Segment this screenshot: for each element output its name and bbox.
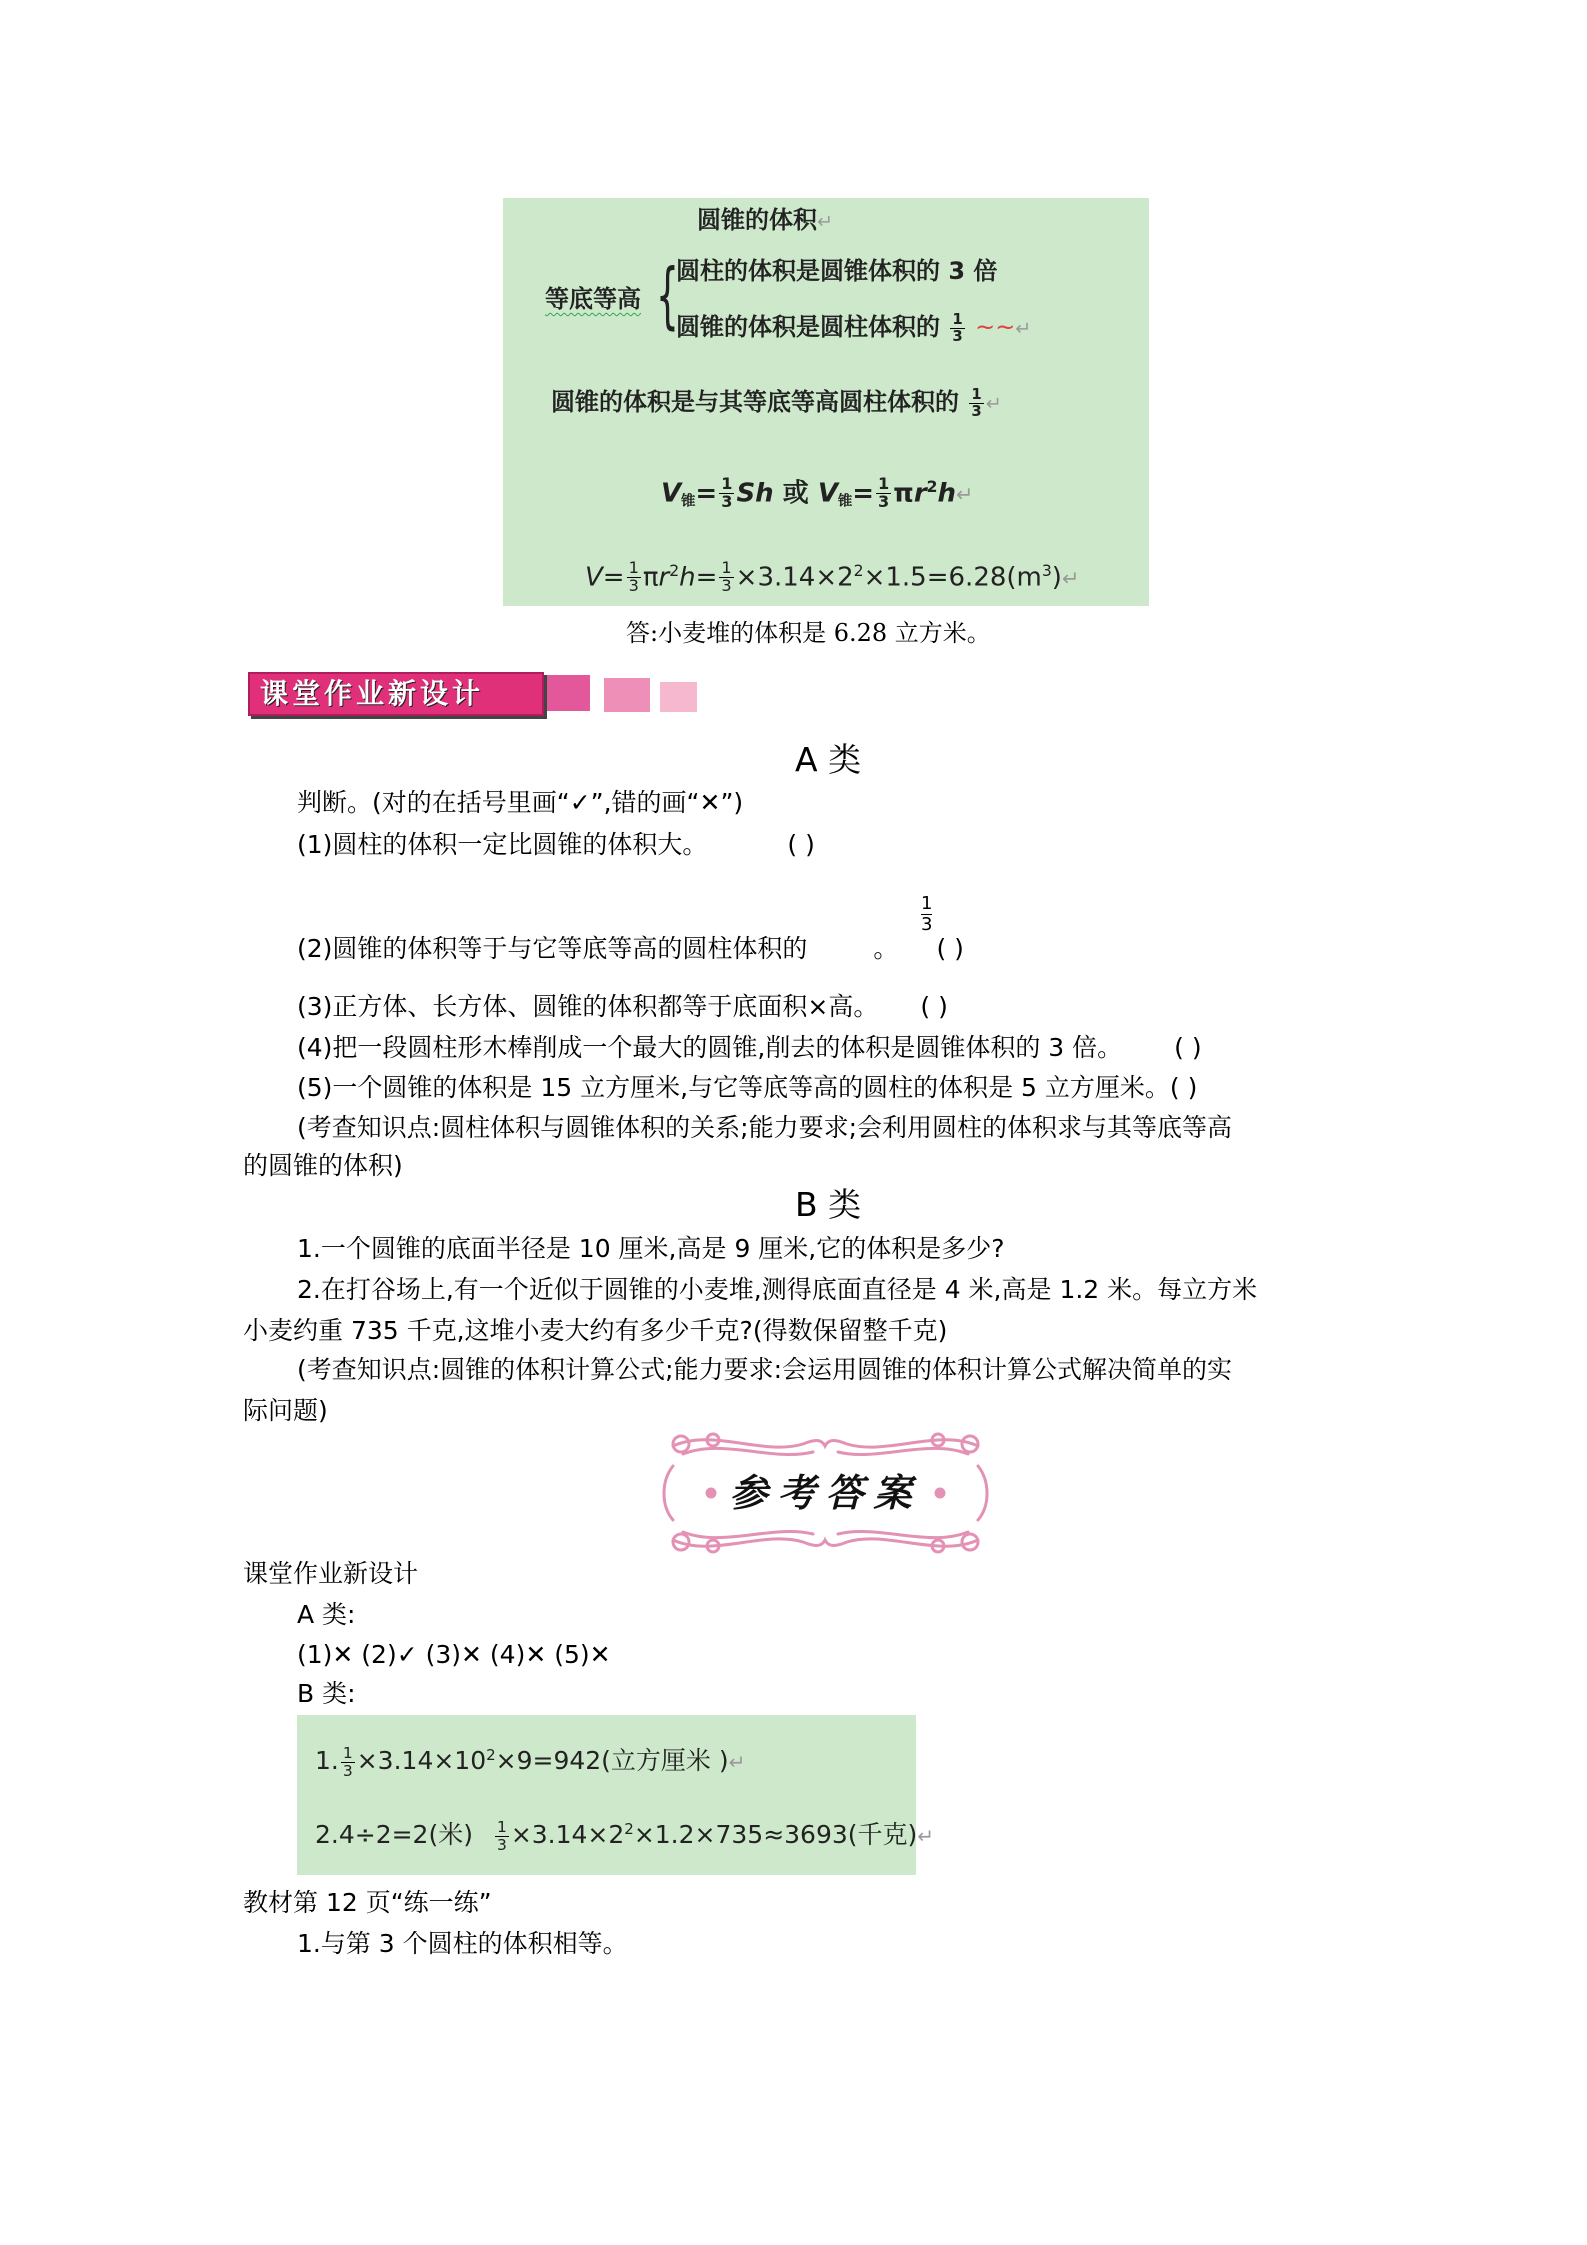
b-note-line-2: 际问题) xyxy=(243,1396,328,1425)
header-square-1 xyxy=(547,675,590,711)
question-4: (4)把一段圆柱形木棒削成一个最大的圆锥,削去的体积是圆锥体积的 3 倍。 ( ) xyxy=(297,1033,1202,1062)
a-note-line-1: (考查知识点:圆柱体积与圆锥体积的关系;能力要求;会利用圆柱的体积求与其等底等高 xyxy=(297,1113,1233,1142)
answer-b-line-1: 1. $\frac{1}{3}$ $\times 3.14\times 10^2\times 9=942$(立方厘米 )↵ xyxy=(315,1744,746,1780)
question-5: (5)一个圆锥的体积是 15 立方厘米,与它等底等高的圆柱的体积是 5 立方厘米。( ) xyxy=(297,1073,1198,1102)
answers-a-items: (1)✕ (2)✓ (3)✕ (4)✕ (5)✕ xyxy=(297,1640,611,1669)
fraction-one-third: $\frac{1}{3}$ xyxy=(952,309,963,345)
question-1: (1)圆柱的体积一定比圆锥的体积大。 ( ) xyxy=(297,830,815,859)
header-square-2 xyxy=(604,678,650,712)
banner-title: 参考答案 xyxy=(729,1470,922,1515)
answer-paren-5[interactable]: ( ) xyxy=(1169,1073,1198,1102)
category-a-heading: A 类 xyxy=(795,740,862,779)
figure-calculation: V= $\frac{1}{3}$ $\pi r^2h=$ $\frac{1}{3}$ $\times 3.14\times 2^2\times 1.5=6.28(m^3)↵$ xyxy=(585,558,1080,596)
figure-statement: 圆锥的体积是与其等底等高圆柱体积的 $\frac{1}{3}$ ↵ xyxy=(551,384,1002,420)
answers-b-figure xyxy=(297,1715,935,1875)
header-square-3 xyxy=(660,682,697,712)
category-b-heading: B 类 xyxy=(795,1185,862,1224)
answer-paren-4[interactable]: ( ) xyxy=(1174,1033,1202,1062)
answer-b-line-2: 2.4÷2=2(米) $\frac{1}{3}$ $\times 3.14\times 2^2\times 1.2\times 735\approx 3693$(千克)↵ xyxy=(315,1818,935,1854)
a-note-line-2: 的圆锥的体积) xyxy=(243,1151,403,1180)
b-question-2-line-1: 2.在打谷场上,有一个近似于圆锥的小麦堆,测得底面直径是 4 米,高是 1.2 米。每立方米 xyxy=(297,1275,1258,1304)
figure-equal-label: 等底等高 xyxy=(545,285,641,313)
b-question-1: 1.一个圆锥的底面半径是 10 厘米,高是 9 厘米,它的体积是多少? xyxy=(297,1234,1005,1263)
answers-heading: 课堂作业新设计 xyxy=(243,1559,419,1588)
figure-relation-1: 圆柱的体积是圆锥体积的 3 倍 xyxy=(676,257,998,285)
b-note-line-1: (考查知识点:圆锥的体积计算公式;能力要求:会运用圆锥的体积计算公式解决简单的实 xyxy=(297,1355,1233,1384)
judge-instructions: 判断。(对的在括号里画“✓”,错的画“✕”) xyxy=(297,788,744,817)
section-header-title: 课堂作业新设计 xyxy=(260,677,485,710)
answer-line: 答:小麦堆的体积是 6.28 立方米。 xyxy=(626,619,991,647)
figure-title: 圆锥的体积↵ xyxy=(697,206,834,234)
b-question-2-line-2: 小麦约重 735 千克,这堆小麦大约有多少千克?(得数保留整千克) xyxy=(243,1316,948,1345)
question-2: (2)圆锥的体积等于与它等底等高的圆柱体积的 。 ( ) xyxy=(297,934,964,963)
figure-volume-formula: $V_锥=$ $\frac{1}{3}$ Sh 或 $V_锥=$ $\frac{1}{3}$ $\pi r^2h↵$ xyxy=(661,474,974,512)
textbook-answer-1: 1.与第 3 个圆柱的体积相等。 xyxy=(297,1929,628,1958)
figure-relation-2: 圆锥的体积是圆柱体积的 $\frac{1}{3}$ ~~↵ xyxy=(676,309,1032,345)
question-3: (3)正方体、长方体、圆锥的体积都等于底面积×高。 ( ) xyxy=(297,992,948,1021)
section-header xyxy=(248,672,544,716)
reference-answer-banner xyxy=(653,1426,998,1560)
answer-paren-2[interactable]: ( ) xyxy=(936,934,964,963)
answers-a-label: A 类: xyxy=(297,1600,356,1629)
figure-brace: { xyxy=(656,253,679,337)
answer-paren-1[interactable]: ( ) xyxy=(787,830,815,859)
textbook-heading: 教材第 12 页“练一练” xyxy=(243,1888,492,1917)
answers-b-label: B 类: xyxy=(297,1679,356,1708)
answer-paren-3[interactable]: ( ) xyxy=(920,992,948,1021)
question-2-fraction: 1 3 xyxy=(921,893,933,935)
